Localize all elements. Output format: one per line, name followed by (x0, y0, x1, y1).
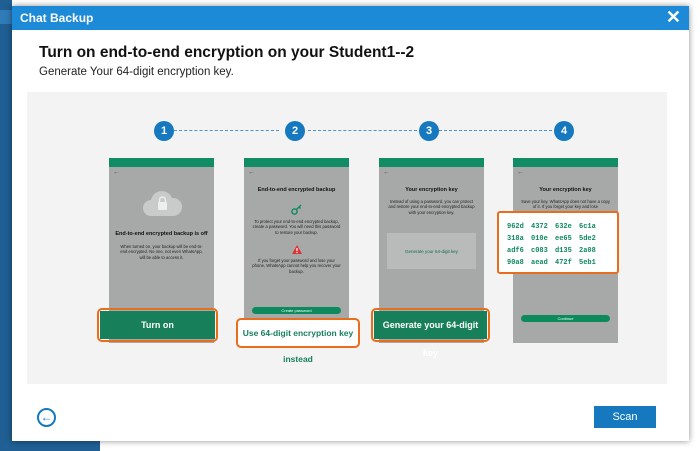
create-password-button: Create password (252, 307, 341, 314)
phone-status-bar (513, 158, 618, 167)
use-encryption-key-button[interactable]: Use 64-digit encryption key instead (236, 318, 360, 348)
key-row: 90a8 aead 472f 5eb1 (507, 259, 596, 267)
back-arrow-icon: ← (383, 169, 390, 176)
phone-text: To protect your end-to-end encrypted backup, create a password. You will need this password to restore your backup. (252, 219, 341, 235)
continue-button: Continue (521, 315, 610, 322)
key-row: 962d 4372 632e 6c1a (507, 223, 596, 231)
close-icon[interactable]: ✕ (665, 7, 681, 27)
step-number-3: 3 (419, 121, 439, 141)
phone-text: Instead of using a password, you can protect and restore your end-to-end encrypted backup with your encryption key. (388, 199, 475, 215)
step-number-1: 1 (154, 121, 174, 141)
phone-title: End-to-end encrypted backup (257, 187, 336, 193)
phone-text: When turned on, your backup will be end-to-end encrypted. No one, not even WhatsApp, will be able to access it. (120, 244, 203, 260)
step-connector (439, 130, 552, 131)
phone-text: If you forget your password and lose your phone, WhatsApp cannot help you recover your backup. (252, 258, 341, 274)
phone-title: Your encryption key (539, 187, 592, 193)
cloud-lock-icon (139, 188, 185, 222)
key-row: adf6 c083 d135 2a08 (507, 247, 596, 255)
phone-text: Save your key. WhatsApp does not have a copy of it. If you forget your key and lose (521, 199, 610, 209)
phone-screenshot-2 (244, 158, 349, 343)
warning-icon (292, 245, 302, 254)
page-title: Turn on end-to-end encryption on your Student1--2 (39, 44, 415, 61)
phone-status-bar (244, 158, 349, 167)
phone-status-bar (379, 158, 484, 167)
scan-button[interactable]: Scan (594, 406, 656, 428)
turn-on-button[interactable]: Turn on (100, 311, 215, 339)
step-number-4: 4 (554, 121, 574, 141)
generate-key-button[interactable]: Generate your 64-digit key (374, 311, 487, 339)
key-row: 318a 010e ee65 5de2 (507, 235, 596, 243)
back-arrow-icon: ← (113, 169, 120, 176)
key-icon (291, 204, 302, 215)
back-arrow-button[interactable]: ← (37, 408, 56, 427)
dialog-title-bar (12, 6, 689, 30)
dialog-title: Chat Backup (20, 11, 94, 25)
background-sidebar (0, 0, 12, 451)
page-subtitle: Generate Your 64-digit encryption key. (39, 66, 234, 78)
step-number-2: 2 (285, 121, 305, 141)
chat-backup-dialog (12, 6, 689, 441)
background-sidebar-icon (0, 10, 12, 24)
phone-status-bar (109, 158, 214, 167)
encryption-key-box (497, 211, 619, 274)
steps-panel (27, 92, 667, 384)
back-arrow-icon: ← (248, 169, 255, 176)
step-connector (308, 130, 417, 131)
phone-title: End-to-end encrypted backup is off (115, 231, 208, 237)
phone-generate-link: Generate your 64-digit key (404, 249, 459, 254)
back-arrow-icon: ← (517, 169, 524, 176)
step-connector (174, 130, 279, 131)
phone-title: Your encryption key (405, 187, 458, 193)
